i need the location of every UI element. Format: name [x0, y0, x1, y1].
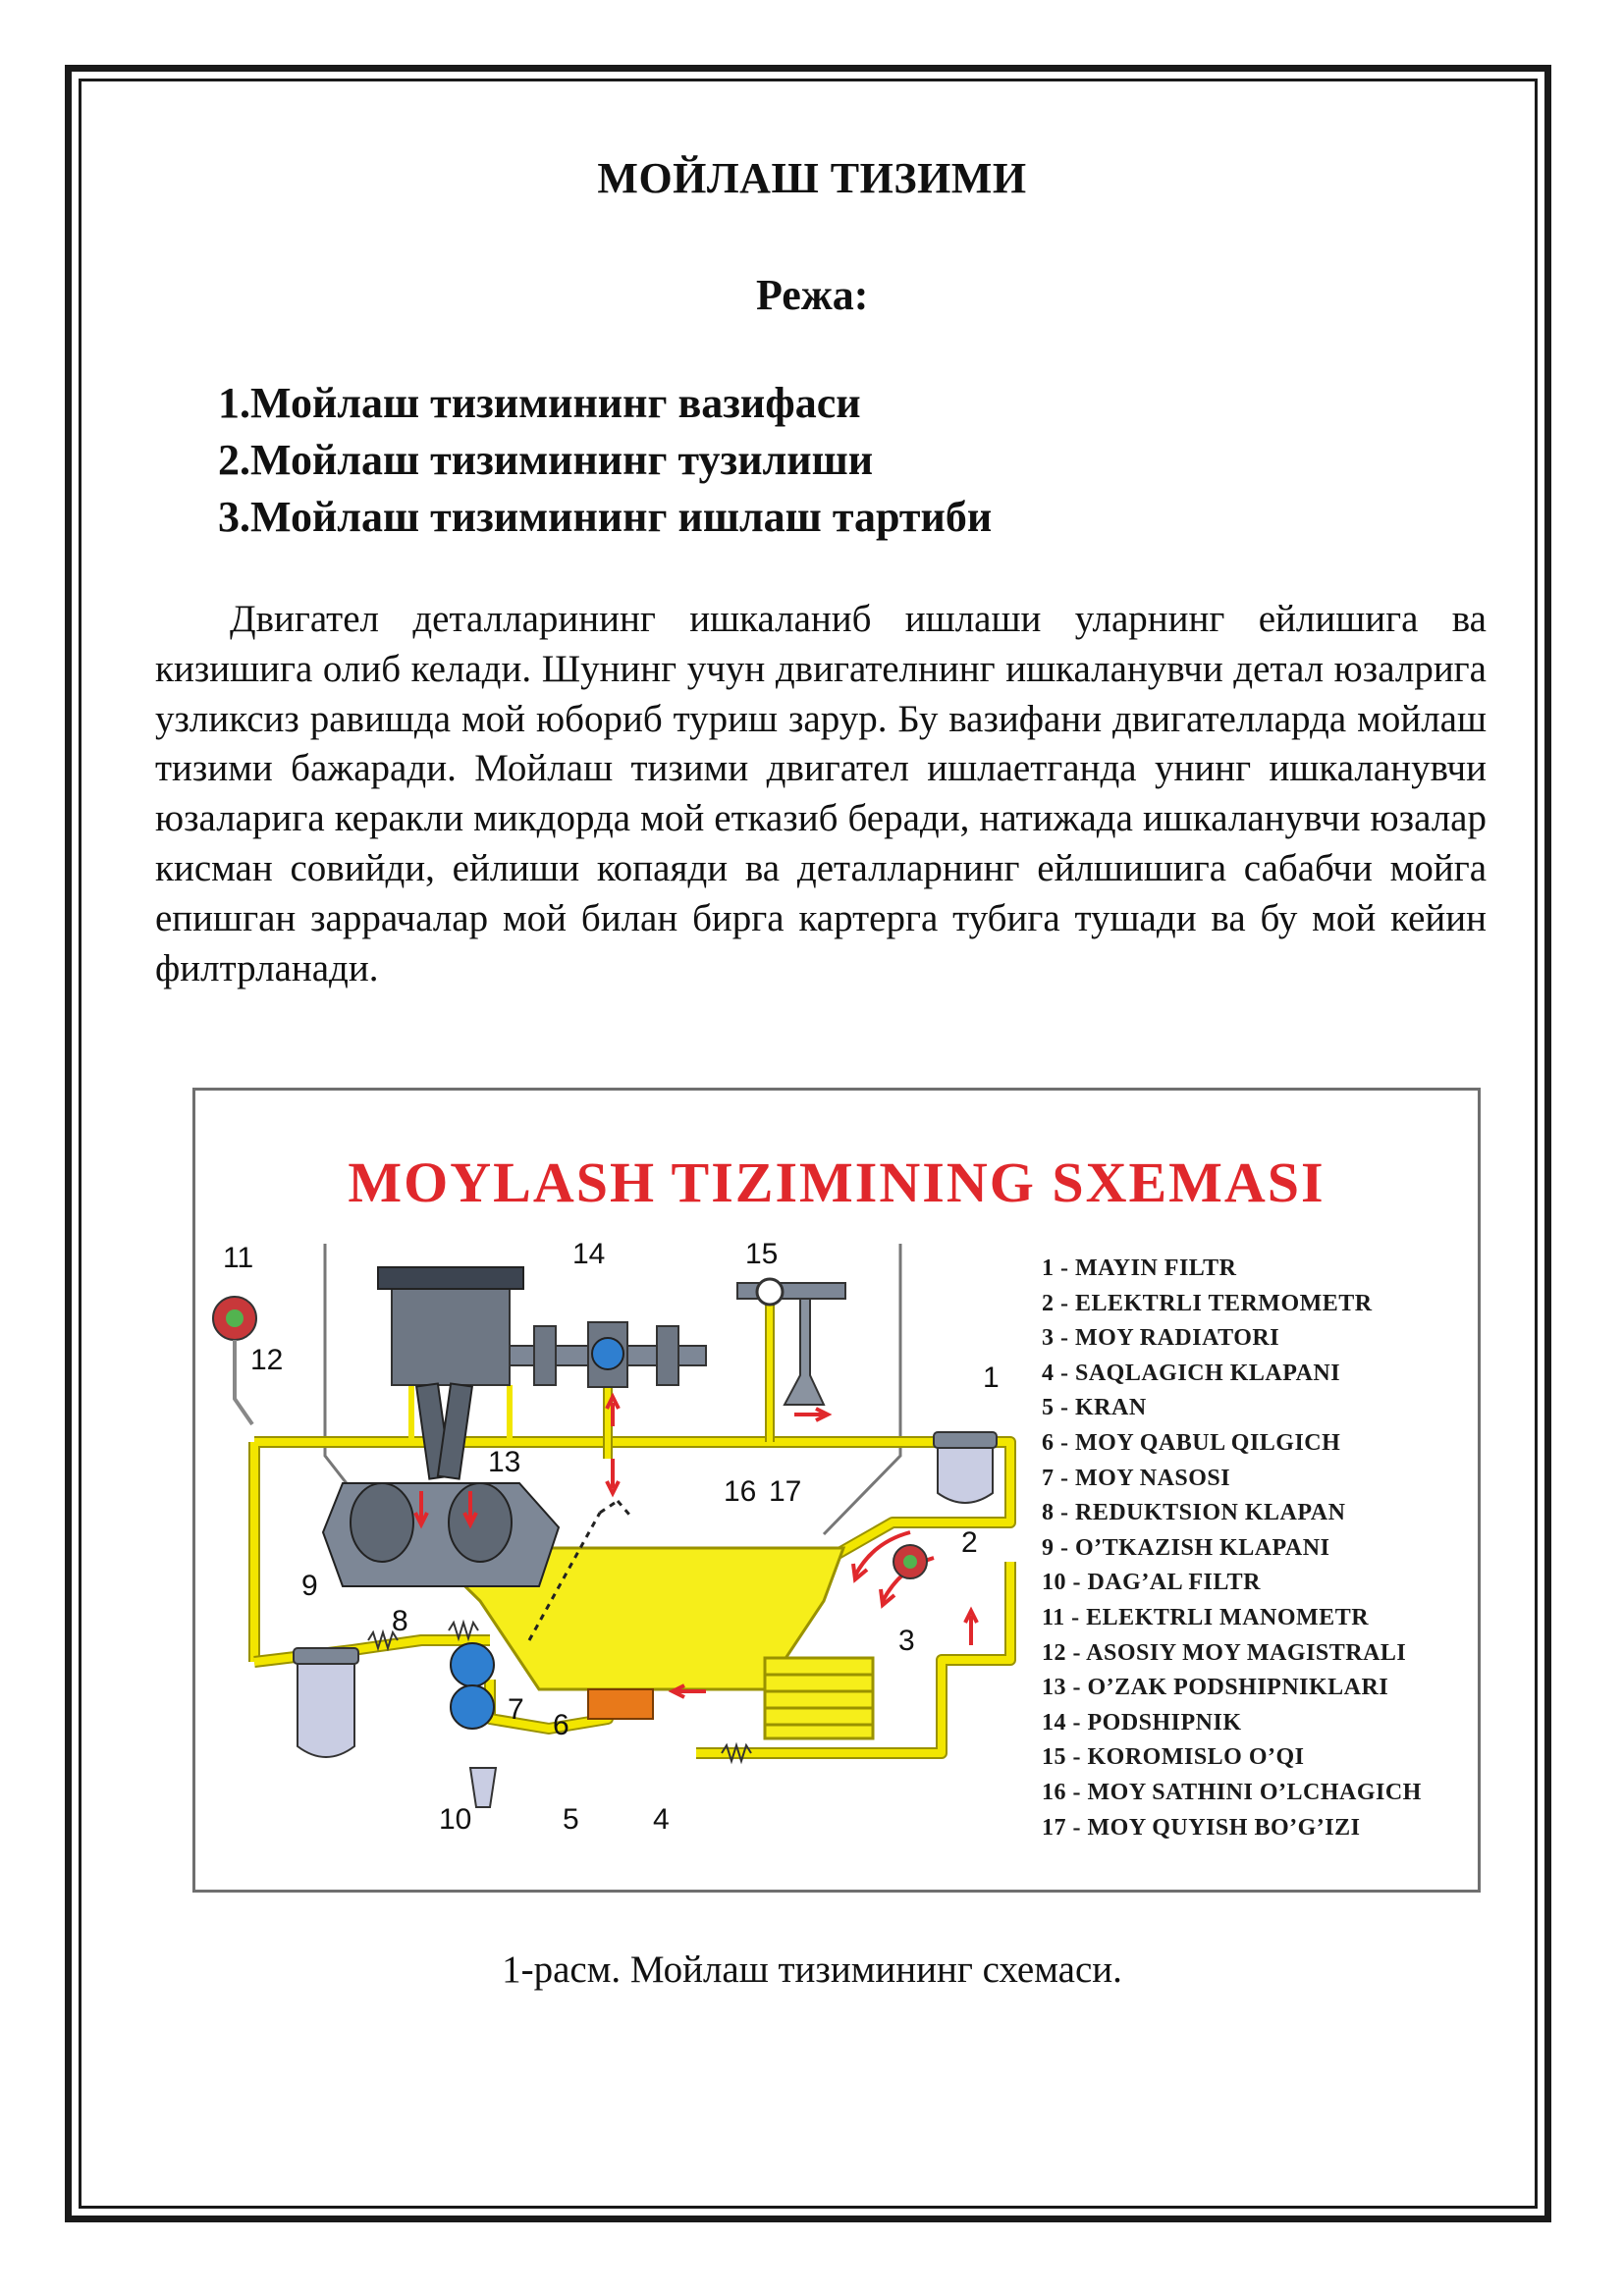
plan-item: 1.Мойлаш тизимининг вазифаси [218, 379, 861, 427]
plan-list [218, 375, 992, 546]
plan-heading: Режа: [756, 271, 869, 319]
callout-14: 14 [572, 1238, 606, 1270]
electric-thermometer [893, 1545, 927, 1578]
callout-3: 3 [898, 1625, 915, 1657]
plan-item: 3.Мойлаш тизимининг ишлаш тартиби [218, 493, 993, 541]
drain-tap [470, 1768, 496, 1807]
callout-8: 8 [392, 1605, 408, 1637]
rocker-valve [737, 1279, 845, 1405]
figure-caption: 1-расм. Мойлаш тизимининг схемаси. [502, 1949, 1122, 1991]
diagram-legend [1042, 1252, 1422, 1845]
legend-item: 14 - PODSHIPNIK [1042, 1709, 1242, 1735]
oil-radiator [765, 1658, 873, 1738]
legend-item: 4 - SAQLAGICH KLAPANI [1042, 1360, 1341, 1386]
legend-item: 15 - KOROMISLO O’QI [1042, 1744, 1305, 1771]
oil-intake [588, 1689, 653, 1719]
callout-15: 15 [745, 1238, 779, 1270]
fine-filter [934, 1432, 997, 1503]
plan-item: 2.Мойлаш тизимининг тузилиши [218, 436, 874, 484]
callout-12: 12 [250, 1344, 284, 1376]
callout-4: 4 [653, 1803, 670, 1836]
callout-17: 17 [769, 1475, 802, 1508]
legend-item: 11 - ELEKTRLI MANOMETR [1042, 1604, 1370, 1630]
piston-assembly [323, 1267, 559, 1586]
coarse-filter [294, 1648, 358, 1757]
legend-item: 3 - MOY RADIATORI [1042, 1325, 1280, 1352]
legend-item: 2 - ELEKTRLI TERMOMETR [1042, 1290, 1373, 1316]
legend-item: 12 - ASOSIY MOY MAGISTRALI [1042, 1639, 1407, 1666]
callout-6: 6 [553, 1709, 569, 1741]
callout-2: 2 [961, 1526, 978, 1559]
legend-item: 9 - O’TKAZISH KLAPANI [1042, 1534, 1330, 1561]
legend-item: 6 - MOY QABUL QILGICH [1042, 1429, 1341, 1456]
body-paragraph: Двигател деталларининг ишкаланиб ишлаши уларнинг ейлишига ва кизишига олиб келади. Шунинг учун двигателнинг ишкаланувчи детал юзалрига узликсиз равишда мой юбориб туриш зарур. Бу вазифани двигателларда мойлаш тизими бажаради. Мойлаш тизими двигател ишлаетганда унинг ишкаланувчи юзаларига керакли микдорда мой етказиб беради, натижада ишкаланувчи юзалар кисман совийди, ейлиши копаяди ва деталларнинг ейлшишига сабабчи мойга епишган заррачалар мой билан бирга картерга тубига тушади ва бу мой кейин филтрланади. [155, 598, 1487, 989]
camshaft [510, 1322, 706, 1387]
legend-item: 17 - MOY QUYISH BO’G’IZI [1042, 1814, 1361, 1841]
callout-7: 7 [508, 1693, 524, 1726]
legend-item: 8 - REDUKTSION KLAPAN [1042, 1500, 1346, 1526]
callout-13: 13 [488, 1446, 521, 1478]
callout-16: 16 [724, 1475, 757, 1508]
diagram-title: MOYLASH TIZIMINING SXEMASI [348, 1150, 1326, 1214]
legend-item: 10 - DAG’AL FILTR [1042, 1570, 1261, 1596]
callout-1: 1 [983, 1362, 1000, 1394]
legend-item: 7 - MOY NASOSI [1042, 1465, 1231, 1491]
legend-item: 1 - MAYIN FILTR [1042, 1255, 1237, 1281]
legend-item: 5 - KRAN [1042, 1395, 1147, 1421]
lubrication-system-diagram [192, 1088, 1481, 1893]
callout-5: 5 [563, 1803, 579, 1836]
legend-item: 13 - O’ZAK PODSHIPNIKLARI [1042, 1675, 1389, 1701]
legend-item: 16 - MOY SATHINI O’LCHAGICH [1042, 1779, 1422, 1805]
callout-11: 11 [223, 1242, 254, 1274]
page-title: МОЙЛАШ ТИЗИМИ [597, 154, 1027, 202]
callout-9: 9 [301, 1570, 318, 1602]
callout-10: 10 [439, 1803, 472, 1836]
